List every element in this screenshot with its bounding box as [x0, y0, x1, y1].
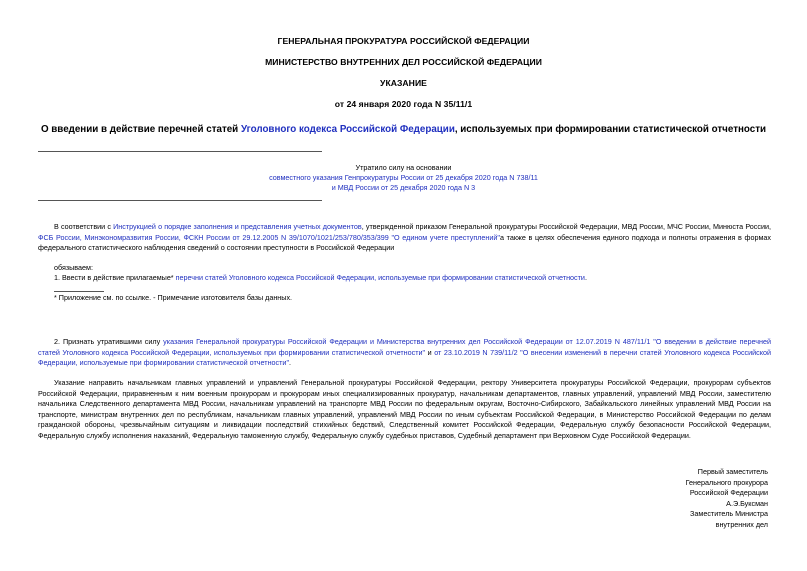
title-link-uk-rf[interactable]: Уголовного кодекса Российской Федерации — [240, 124, 455, 135]
paragraph-3: Указание направить начальникам главных управлений и управлений Генеральной прокуратуры Российской Федерации, ректору Университета прокуратуры Российской Федерации, прокурорам субъектов Российской Федерации, приравненным к ним военным прокурорам и прокурорам иных специализированных прокуратур, начальникам департаментов, главных управлений, управлений МВД России, заместителю начальника Следственного департамента МВД России, начальникам управлений на транспорте МВД России по федеральным округам, Восточно-Сибирского, Забайкальского линейных управлений МВД России на транспорте, министрам внутренних дел по республикам, начальникам главных управлений, управлений МВД России по иным субъектам Российской Федерации, в Министерство Российской Федерации по делам гражданской обороны, чрезвычайным ситуациям и ликвидации последствий стихийных бедствий, Следственный комитет Российской Федерации, Федеральную службу безопасности Российской Федерации, Федеральную службу исполнения наказаний, Федеральную таможенную службу, Федеральную службу судебных приставов, Судебный департамент при Верховном Суде Российской Федерации. — [38, 378, 771, 440]
item1-text-1: 1. Ввести в действие прилагаемые* — [54, 273, 176, 282]
signature-line-4: А.Э.Буксман — [726, 498, 768, 508]
title-text-post: , используемых при формировании статистической отчетности — [454, 124, 767, 135]
item-1 — [54, 273, 771, 284]
footnote-divider — [54, 291, 104, 292]
para1-text-1: В соответствии с — [54, 222, 114, 231]
para1-text-3: а также в целях обеспечения единого подхода и полноты отражения в формах федерального статистического наблюдения сведений о состоянии преступности в Российской Федерации — [38, 232, 771, 253]
divider-bottom — [38, 200, 322, 201]
item-2 — [38, 337, 771, 369]
item2-text-2: и — [425, 347, 435, 357]
title-text-pre: О введении в действие перечней статей — [40, 124, 241, 135]
item2-text-1: 2. Признать утратившими силу — [54, 337, 164, 346]
signature-line-6: внутренних дел — [715, 519, 768, 529]
signature-line-1: Первый заместитель — [697, 467, 768, 476]
item2-link-order-739[interactable]: от 23.10.2019 N 739/11/2 "О внесении изменений в перечни статей Уголовного кодекса Российской Федерации, используемые при формировании статистической отчетности" — [38, 347, 772, 368]
header-line-1: ГЕНЕРАЛЬНАЯ ПРОКУРАТУРА РОССИЙСКОЙ ФЕДЕРАЦИИ — [277, 36, 530, 46]
item2-text-3: . — [289, 358, 291, 368]
status-link-2[interactable]: и МВД России от 25 декабря 2020 года N 3 — [331, 183, 476, 192]
item1-link-lists[interactable]: перечни статей Уголовного кодекса Российской Федерации, используемые при формировании статистической отчетности — [175, 273, 585, 282]
header-line-2: МИНИСТЕРСТВО ВНУТРЕННИХ ДЕЛ РОССИЙСКОЙ ФЕДЕРАЦИИ — [265, 57, 542, 67]
obliges-label: обязываем: — [54, 263, 93, 272]
footnote: * Приложение см. по ссылке. - Примечание изготовителя базы данных. — [54, 293, 293, 302]
signature-block — [560, 467, 768, 531]
paragraph-1 — [38, 222, 771, 254]
date-number: от 24 января 2020 года N 35/11/1 — [334, 99, 473, 109]
doc-type: УКАЗАНИЕ — [380, 78, 427, 88]
signature-line-2: Генерального прокурора — [685, 477, 768, 487]
signature-line-5: Заместитель Министра — [690, 509, 768, 519]
document-title — [0, 124, 807, 135]
divider-top — [38, 151, 322, 152]
item2-link-order-487[interactable]: указания Генеральной прокуратуры Российской Федерации и Министерства внутренних дел Российской Федерации от 12.07.2019 N 487/11/1 "О введении в действие перечней статей Уголовного кодекса Российской Федерации, используемых при формировании статистической отчетности" — [38, 337, 771, 357]
status-line-1: Утратило силу на основании — [355, 163, 452, 172]
item1-text-2: . — [584, 273, 587, 282]
para1-link-order[interactable]: ФСБ России, Минэкономразвития России, ФСКН России от 29.12.2005 N 39/1070/1021/253/780/353/399 "О едином учете преступлений" — [38, 232, 500, 242]
signature-line-3: Российской Федерации — [689, 488, 768, 498]
para1-link-instruction[interactable]: Инструкцией о порядке заполнения и представления учетных документов — [113, 222, 362, 231]
status-link-1[interactable]: совместного указания Генпрокуратуры России от 25 декабря 2020 года N 738/11 — [269, 173, 538, 182]
para1-text-2: , утвержденной приказом Генеральной прокуратуры Российской Федерации, МВД России, МЧС России, Минюста России, — [361, 222, 772, 231]
